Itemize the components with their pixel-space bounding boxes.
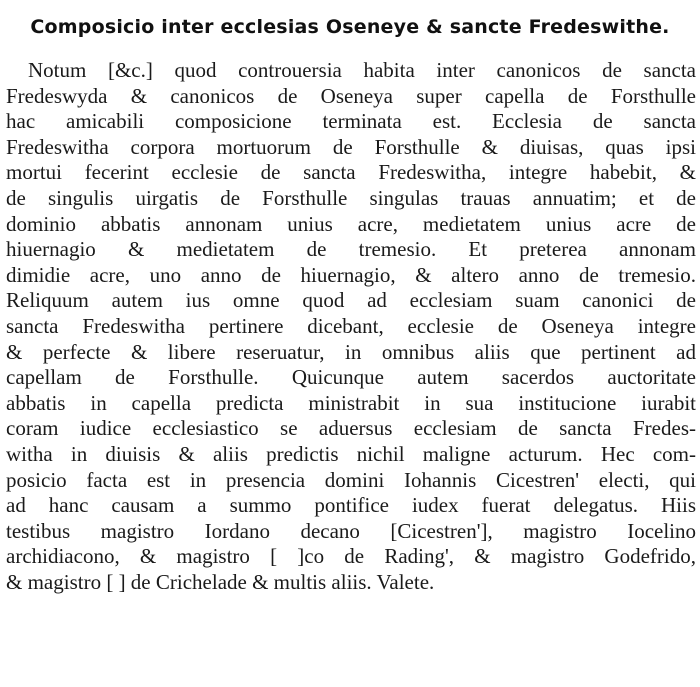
text-line-9: dimidie acre, uno anno de hiuernagio, & altero anno de tremesio. (6, 262, 696, 287)
text-line-8: hiuernagio & medietatem de tremesio. Et preterea annonam (6, 237, 696, 262)
text-line-18: ad hanc causam a summo pontifice iudex fuerat delegatus. Hiis (6, 493, 696, 518)
text-line-7: dominio abbatis annonam unius acre, medietatem unius acre de (6, 211, 696, 236)
text-line-4: Fredeswitha corpora mortuorum de Forsthulle & diuisas, quas ipsi (6, 134, 696, 159)
text-line-20: archidiacono, & magistro [ ]co de Rading', & magistro Godefrido, (6, 544, 696, 569)
text-line-11: sancta Fredeswitha pertinere dicebant, ecclesie de Oseneya integre (6, 313, 696, 338)
document-title: Composicio inter ecclesias Oseneye & sancte Fredeswithe. (30, 16, 670, 38)
text-line-16: witha in diuisis & aliis predictis nichil maligne acturum. Hec com- (6, 441, 696, 466)
text-line-14: abbatis in capella predicta ministrabit in sua institucione iurabit (6, 390, 696, 415)
text-line-21: & magistro [ ] de Crichelade & multis aliis. Valete. (6, 569, 435, 594)
text-line-10: Reliquum autem ius omne quod ad ecclesiam suam canonici de (6, 288, 696, 313)
text-line-5: mortui fecerint ecclesie de sancta Fredeswitha, integre habebit, & (6, 160, 696, 185)
text-line-2: Fredeswyda & canonicos de Oseneya super capella de Forsthulle (6, 83, 696, 108)
text-line-3: hac amicabili composicione terminata est. Ecclesia de sancta (6, 109, 696, 134)
text-line-6: de singulis uirgatis de Forsthulle singulas trauas annuatim; et de (6, 185, 696, 210)
text-line-1: Notum [&c.] quod controuersia habita inter canonicos de sancta (28, 58, 696, 82)
text-line-12: & perfecte & libere reseruatur, in omnibus aliis que pertinent ad (6, 339, 696, 364)
text-line-19: testibus magistro Iordano decano [Cicestren'], magistro Iocelino (6, 518, 696, 543)
text-line-17: posicio facta est in presencia domini Iohannis Cicestren' electi, qui (6, 467, 696, 492)
text-line-13: capellam de Forsthulle. Quicunque autem sacerdos auctoritate (6, 365, 696, 390)
charter-text (6, 58, 696, 595)
text-line-15: coram iudice ecclesiastico se aduersus ecclesiam de sancta Fredes- (6, 416, 696, 441)
